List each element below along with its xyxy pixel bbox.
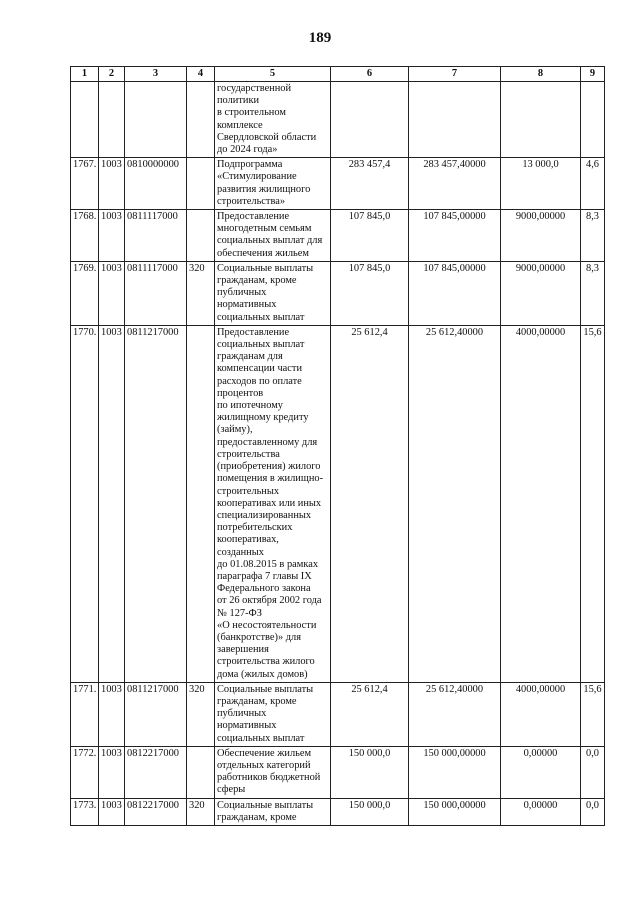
row-index: 1767. — [71, 158, 99, 210]
header-row — [71, 67, 605, 82]
row-section: 1003 — [99, 261, 125, 325]
row-col7 — [409, 82, 501, 158]
row-type — [187, 325, 215, 682]
table-row — [71, 261, 605, 325]
row-code: 0810000000 — [125, 158, 187, 210]
row-col6: 25 612,4 — [331, 682, 409, 746]
row-col6: 25 612,4 — [331, 325, 409, 682]
row-code: 0812217000 — [125, 798, 187, 825]
row-code: 0811217000 — [125, 682, 187, 746]
row-col7: 25 612,40000 — [409, 325, 501, 682]
row-col8: 4000,00000 — [501, 325, 581, 682]
row-index: 1770. — [71, 325, 99, 682]
row-section: 1003 — [99, 746, 125, 798]
row-index: 1772. — [71, 746, 99, 798]
row-index: 1768. — [71, 210, 99, 262]
header-col-9: 9 — [581, 67, 605, 82]
row-col7: 107 845,00000 — [409, 261, 501, 325]
header-col-8: 8 — [501, 67, 581, 82]
row-col8: 9000,00000 — [501, 261, 581, 325]
budget-table — [70, 66, 605, 826]
header-col-3: 3 — [125, 67, 187, 82]
row-type — [187, 158, 215, 210]
header-col-5: 5 — [215, 67, 331, 82]
row-col6: 107 845,0 — [331, 261, 409, 325]
row-col6: 150 000,0 — [331, 798, 409, 825]
table-row — [71, 798, 605, 825]
row-type — [187, 210, 215, 262]
row-type: 320 — [187, 261, 215, 325]
row-col6: 107 845,0 — [331, 210, 409, 262]
row-col8: 9000,00000 — [501, 210, 581, 262]
row-col8: 13 000,0 — [501, 158, 581, 210]
row-col6: 150 000,0 — [331, 746, 409, 798]
row-name: Предоставление социальных выплат гражданам для компенсации части расходов по оплате процентов по ипотечному жилищному кредиту (займу), предоставленному для строительства (приобретения) жилого помещения в жилищно- строительных кооперативах или иных специализированных потребительских кооперативах, созданных до 01.08.2015 в рамках параграфа 7 главы IX Федерального закона от 26 октября 2002 года № 127-ФЗ «О несостоятельности (банкротстве)» для завершения строительства жилого дома (жилых домов) — [215, 325, 331, 682]
row-type — [187, 746, 215, 798]
row-name: Обеспечение жильем отдельных категорий работников бюджетной сферы — [215, 746, 331, 798]
header-col-4: 4 — [187, 67, 215, 82]
row-col9: 15,6 — [581, 325, 605, 682]
row-section: 1003 — [99, 798, 125, 825]
row-index: 1771. — [71, 682, 99, 746]
row-col8 — [501, 82, 581, 158]
header-col-6: 6 — [331, 67, 409, 82]
row-col9: 15,6 — [581, 682, 605, 746]
row-name: Социальные выплаты гражданам, кроме публичных нормативных социальных выплат — [215, 261, 331, 325]
row-type: 320 — [187, 798, 215, 825]
row-col9: 0,0 — [581, 746, 605, 798]
row-name: Социальные выплаты гражданам, кроме — [215, 798, 331, 825]
row-code: 0811117000 — [125, 261, 187, 325]
row-name: Подпрограмма «Стимулирование развития жилищного строительства» — [215, 158, 331, 210]
row-col7: 150 000,00000 — [409, 746, 501, 798]
row-code: 0811117000 — [125, 210, 187, 262]
row-name: Социальные выплаты гражданам, кроме публичных нормативных социальных выплат — [215, 682, 331, 746]
row-section: 1003 — [99, 682, 125, 746]
page-number: 189 — [308, 30, 332, 46]
row-index: 1773. — [71, 798, 99, 825]
row-index: 1769. — [71, 261, 99, 325]
row-section — [99, 82, 125, 158]
table-row — [71, 682, 605, 746]
row-type — [187, 82, 215, 158]
row-section: 1003 — [99, 210, 125, 262]
table-row — [71, 158, 605, 210]
row-section: 1003 — [99, 325, 125, 682]
row-code: 0811217000 — [125, 325, 187, 682]
table-row — [71, 325, 605, 682]
row-col8: 0,00000 — [501, 798, 581, 825]
row-col6 — [331, 82, 409, 158]
table-row — [71, 82, 605, 158]
row-code: 0812217000 — [125, 746, 187, 798]
row-col9: 4,6 — [581, 158, 605, 210]
row-section: 1003 — [99, 158, 125, 210]
row-type: 320 — [187, 682, 215, 746]
header-col-1: 1 — [71, 67, 99, 82]
row-col7: 25 612,40000 — [409, 682, 501, 746]
header-col-2: 2 — [99, 67, 125, 82]
table-row — [71, 210, 605, 262]
header-col-7: 7 — [409, 67, 501, 82]
row-col7: 150 000,00000 — [409, 798, 501, 825]
row-col8: 4000,00000 — [501, 682, 581, 746]
row-name: государственной политики в строительном комплексе Свердловской области до 2024 года» — [215, 82, 331, 158]
row-col7: 283 457,40000 — [409, 158, 501, 210]
row-col7: 107 845,00000 — [409, 210, 501, 262]
row-col6: 283 457,4 — [331, 158, 409, 210]
row-col8: 0,00000 — [501, 746, 581, 798]
row-index — [71, 82, 99, 158]
row-col9: 8,3 — [581, 210, 605, 262]
row-name: Предоставление многодетным семьям социальных выплат для обеспечения жильем — [215, 210, 331, 262]
table-row — [71, 746, 605, 798]
row-col9: 0,0 — [581, 798, 605, 825]
row-col9: 8,3 — [581, 261, 605, 325]
row-code — [125, 82, 187, 158]
row-col9 — [581, 82, 605, 158]
